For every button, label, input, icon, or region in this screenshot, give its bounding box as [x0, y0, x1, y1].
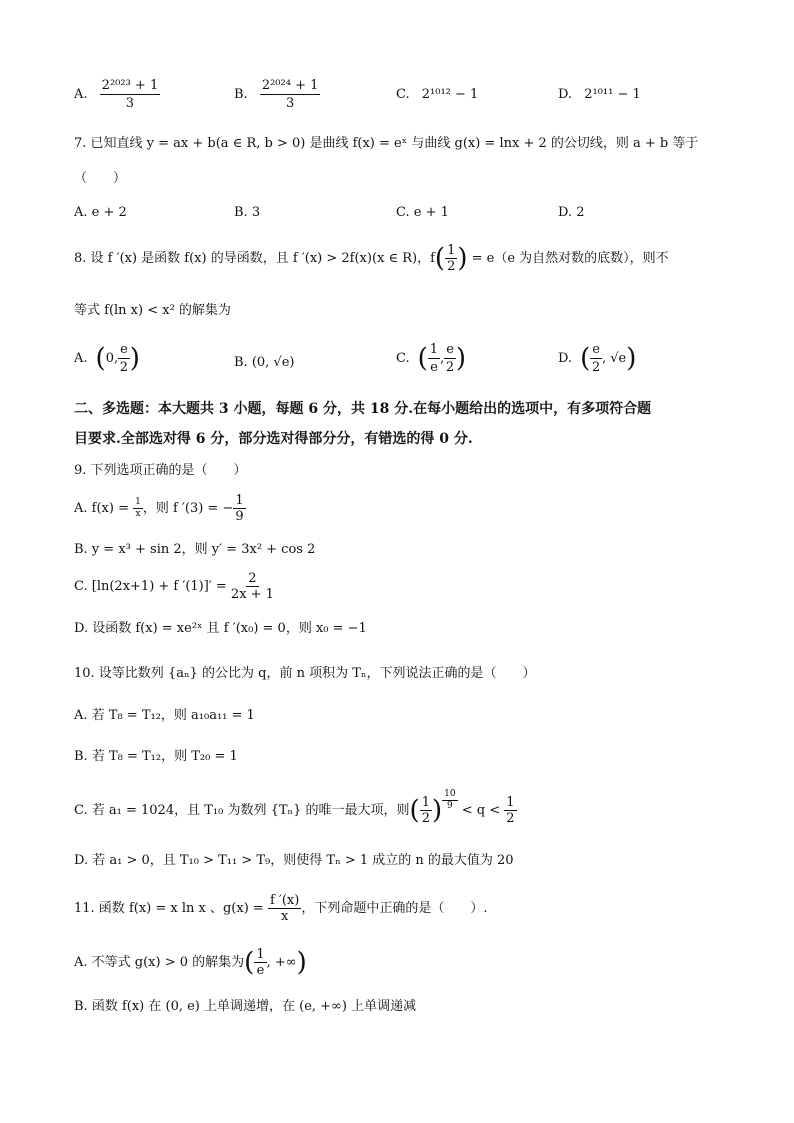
q8-options: [74, 342, 734, 382]
fraction: $\frac{\text{2²⁰²⁴ + 1}}{3}$: [261, 78, 319, 111]
q6-options: [74, 78, 734, 112]
fraction: $\frac{1}{9}$: [235, 493, 244, 524]
q8-option-b: B. (0, √e): [234, 355, 295, 370]
q9-option-d: D. 设函数 f(x) = xe²ˣ 且 f ′(x₀) = 0，则 x₀ = −1: [74, 621, 367, 636]
fraction: $\frac{1}{e}$: [429, 342, 439, 375]
fraction: $\frac{f '(x)}{x}$: [269, 893, 300, 924]
q11-option-a: A. 不等式 g(x) > 0 的解集为( $\frac{1}{e}$ , +∞): [74, 947, 307, 978]
q7-option-a: A. e + 2: [74, 205, 127, 220]
q10-stem: 10. 设等比数列 {aₙ} 的公比为 q，前 n 项积为 Tₙ，下列说法正确的是（ ）: [74, 666, 536, 681]
q8-option-c: C. ( $\frac{1}{e}$ , $\frac{e}{2}$ ): [396, 342, 467, 375]
exponent-fraction: $\frac{10}{9}$: [444, 789, 456, 811]
q6-option-b: B. $\frac{\text{2²⁰²⁴ + 1}}{3}$: [234, 78, 319, 111]
q7-blank: （ ）: [74, 171, 127, 186]
fraction: $\frac{1}{e}$: [256, 947, 265, 978]
q11-stem: 11. 函数 f(x) = x ln x 、g(x) = $\frac{f '(x)}{x}$ ，下列命题中正确的是（ ）.: [74, 893, 488, 924]
section-heading: 二、多选题：本大题共 3 小题，每题 6 分，共 18 分.在每小题给出的选项中，有多项符合题 目要求.全部选对得 6 分，部分选对得部分分，有错选的得 0 分.: [74, 401, 652, 447]
q9-stem: 9. 下列选项正确的是（ ）: [74, 463, 247, 478]
q7-option-c: C. e + 1: [396, 205, 449, 220]
q10-option-d: D. 若 a₁ > 0，且 T₁₀ > T₁₁ > T₉，则使得 Tₙ > 1 成立的 n 的最大值为 20: [74, 853, 514, 868]
q6-option-a: A. $\frac{\text{2²⁰²³ + 1}}{3}$: [74, 78, 159, 111]
q8-stem-line2: 等式 f(ln x) < x² 的解集为: [74, 303, 231, 318]
fraction: $\frac{e}{2}$: [119, 342, 129, 375]
fraction: $\frac{e}{2}$: [591, 342, 601, 375]
fraction: $\frac{1}{2}$: [506, 795, 515, 826]
q8-option-d: D. ( $\frac{e}{2}$ , √e): [558, 342, 637, 375]
q9-option-a: A. f(x) = $\frac{1}{x}$ ，则 f ′(3) = − $\frac{1}{9}$: [74, 493, 244, 524]
fraction: $\frac{1}{2}$: [421, 795, 430, 826]
fraction: $\frac{e}{2}$: [445, 342, 455, 375]
q9-option-b: B. y = x³ + sin 2，则 y′ = 3x² + cos 2: [74, 542, 316, 557]
q8-option-a: A. (0, $\frac{e}{2}$ ): [74, 342, 140, 375]
q8-stem: 8. 设 f ′(x) 是函数 f(x) 的导函数，且 f ′(x) > 2f(x)(x ∈ R)，f( $\frac{1}{2}$ ) = e（e 为自然对数的底数），则不: [74, 243, 669, 274]
q7-options: [74, 205, 734, 221]
q7-option-d: D. 2: [558, 205, 585, 220]
q10-option-c: C. 若 a₁ = 1024，且 T₁₀ 为数列 {Tₙ} 的唯一最大项，则( $\frac{1}{2}$ ) $\frac{10}{9}$ < q < $\frac{1}{2}$: [74, 789, 515, 826]
q6-option-d: D. 2¹⁰¹¹ − 1: [558, 87, 641, 102]
q9-option-c: C. [ln(2x+1) + f ′(1)]′ = $\frac{2}{2x + 1}$: [74, 571, 274, 602]
fraction: $\frac{1}{2}$: [447, 243, 456, 274]
fraction: $\frac{1}{x}$: [135, 497, 141, 519]
q7-stem: 7. 已知直线 y = ax + b(a ∈ R, b > 0) 是曲线 f(x) = eˣ 与曲线 g(x) = lnx + 2 的公切线，则 a + b 等于: [74, 136, 699, 151]
fraction: $\frac{\text{2²⁰²³ + 1}}{3}$: [101, 78, 159, 111]
fraction: $\frac{2}{2x + 1}$: [230, 571, 274, 602]
q11-option-b: B. 函数 f(x) 在 (0, e) 上单调递增，在 (e, +∞) 上单调递减: [74, 999, 417, 1014]
q10-option-a: A. 若 T₈ = T₁₂，则 a₁₀a₁₁ = 1: [74, 708, 255, 723]
q10-option-b: B. 若 T₈ = T₁₂，则 T₂₀ = 1: [74, 749, 238, 764]
q6-option-c: C. 2¹⁰¹² − 1: [396, 87, 479, 102]
q7-option-b: B. 3: [234, 205, 261, 220]
